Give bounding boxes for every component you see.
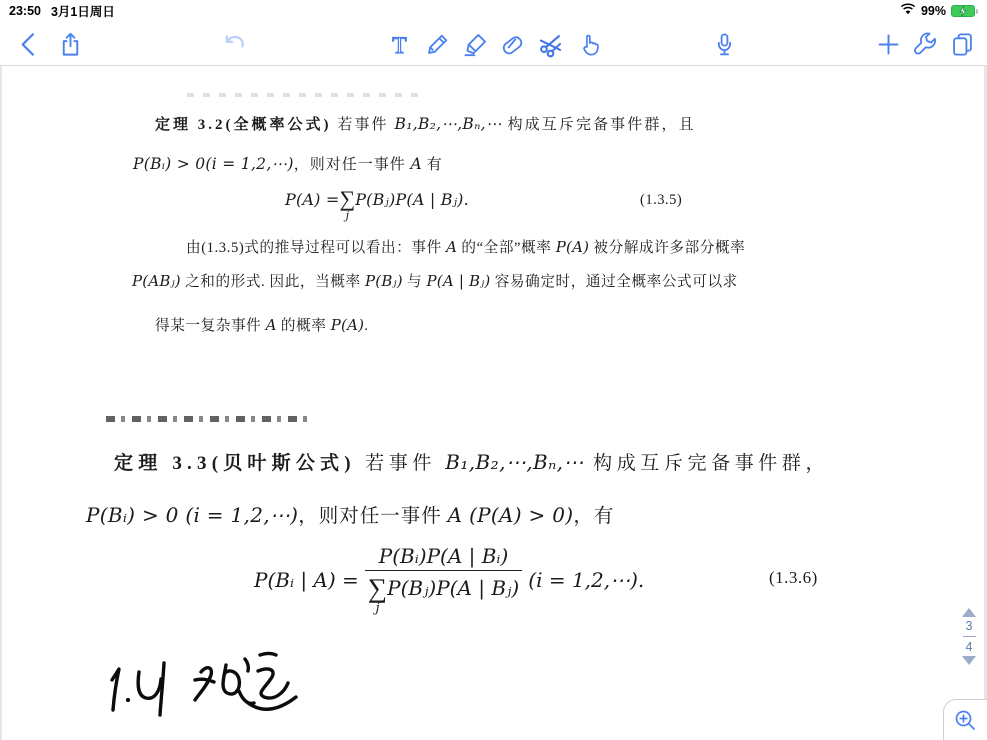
hw-digit-4-stem bbox=[160, 663, 164, 715]
formula-1-3-6: P(Bᵢ | A) = P(Bᵢ)P(A | Bᵢ) ∑ j P(Bⱼ)P(A | Bⱼ) (i = 1,2,⋯). bbox=[254, 544, 645, 616]
hw-du-dot bbox=[245, 659, 248, 671]
equation-number-1-3-5: (1.3.5) bbox=[640, 192, 683, 208]
clock: 23:50 bbox=[9, 4, 41, 18]
hw-du-right-loop bbox=[223, 665, 239, 694]
add-page-button[interactable] bbox=[873, 29, 903, 59]
eraser-tool-button[interactable] bbox=[497, 29, 527, 59]
theorem-3-3-line2: P(Bᵢ) > 0 (i = 1,2,⋯)，则对任一事件 A (P(A) > 0)，有 bbox=[86, 503, 615, 527]
highlighter-tool-button[interactable] bbox=[460, 29, 490, 59]
theorem-3-2-line2: P(Bᵢ) > 0(i = 1,2,⋯)，则对任一事件 A 有 bbox=[133, 155, 443, 173]
formula-1-3-5: P(A) = ∑ j P(Bⱼ)P(A | Bⱼ). bbox=[285, 186, 469, 222]
scissors-tool-button[interactable] bbox=[535, 29, 565, 59]
equation-number-1-3-6: (1.3.6) bbox=[769, 568, 818, 587]
hw-du-left-2 bbox=[195, 679, 214, 682]
fraction: P(Bᵢ)P(A | Bᵢ) ∑ j P(Bⱼ)P(A | Bⱼ) bbox=[365, 544, 522, 615]
hw-digit-1 bbox=[112, 669, 119, 710]
toolbar bbox=[0, 22, 987, 65]
theorem-3-3-line1: 定理 3.3(贝叶斯公式) 若事件 B₁,B₂,⋯,Bₙ,⋯ 构成互斥完备事件群， bbox=[114, 450, 830, 474]
hw-du-tail bbox=[239, 691, 254, 704]
paragraph-line3: 得某一复杂事件 A 的概率 P(A). bbox=[155, 316, 369, 334]
share-button[interactable] bbox=[55, 29, 85, 59]
page-up-arrow[interactable] bbox=[962, 608, 976, 617]
back-button[interactable] bbox=[14, 29, 44, 59]
page-fraction-divider bbox=[963, 636, 976, 637]
hw-dot bbox=[126, 698, 129, 701]
handwritten-annotation bbox=[100, 642, 310, 731]
battery-icon bbox=[951, 5, 978, 17]
battery-percent: 99% bbox=[920, 4, 946, 18]
hand-tool-button[interactable] bbox=[573, 29, 603, 59]
status-bar bbox=[0, 0, 987, 22]
pages-overview-button[interactable] bbox=[947, 29, 977, 59]
svg-text:T: T bbox=[391, 32, 407, 58]
sum-symbol: ∑ bbox=[339, 186, 356, 211]
tools-settings-button[interactable] bbox=[910, 29, 940, 59]
sum-symbol: ∑ bbox=[367, 573, 388, 603]
total-pages: 4 bbox=[965, 640, 973, 654]
hw-du-left-1 bbox=[195, 668, 211, 700]
page-navigator bbox=[958, 608, 980, 665]
hw-li-top bbox=[260, 654, 276, 656]
wifi-icon bbox=[900, 3, 916, 19]
zoom-magnifier-button[interactable] bbox=[943, 699, 987, 740]
erased-text-remnant bbox=[187, 93, 425, 97]
paragraph-line2: P(ABⱼ) 之和的形式. 因此，当概率 P(Bⱼ) 与 P(A | Bⱼ) 容易确定时，通过全概率公式可以求 bbox=[132, 272, 738, 290]
date: 3月1日周日 bbox=[50, 5, 115, 19]
pen-tool-button[interactable] bbox=[422, 29, 452, 59]
cropped-text-fragment bbox=[106, 416, 312, 422]
microphone-button[interactable] bbox=[709, 29, 739, 59]
pdf-page bbox=[2, 66, 984, 740]
text-tool-button[interactable] bbox=[384, 29, 414, 59]
theorem-3-2-line1: 定理 3.2(全概率公式) 若事件 B₁,B₂,⋯,Bₙ,⋯ 构成互斥完备事件群，且 bbox=[155, 115, 696, 133]
hw-digit-4-bowl bbox=[138, 672, 161, 698]
page-down-arrow[interactable] bbox=[962, 656, 976, 665]
hw-li-zigzag bbox=[258, 669, 288, 698]
undo-button[interactable] bbox=[219, 29, 249, 59]
paragraph-line1: 由(1.3.5)式的推导过程可以看出：事件 A 的“全部”概率 P(A) 被分解成许多部分概率 bbox=[186, 238, 746, 256]
current-page: 3 bbox=[965, 619, 973, 633]
